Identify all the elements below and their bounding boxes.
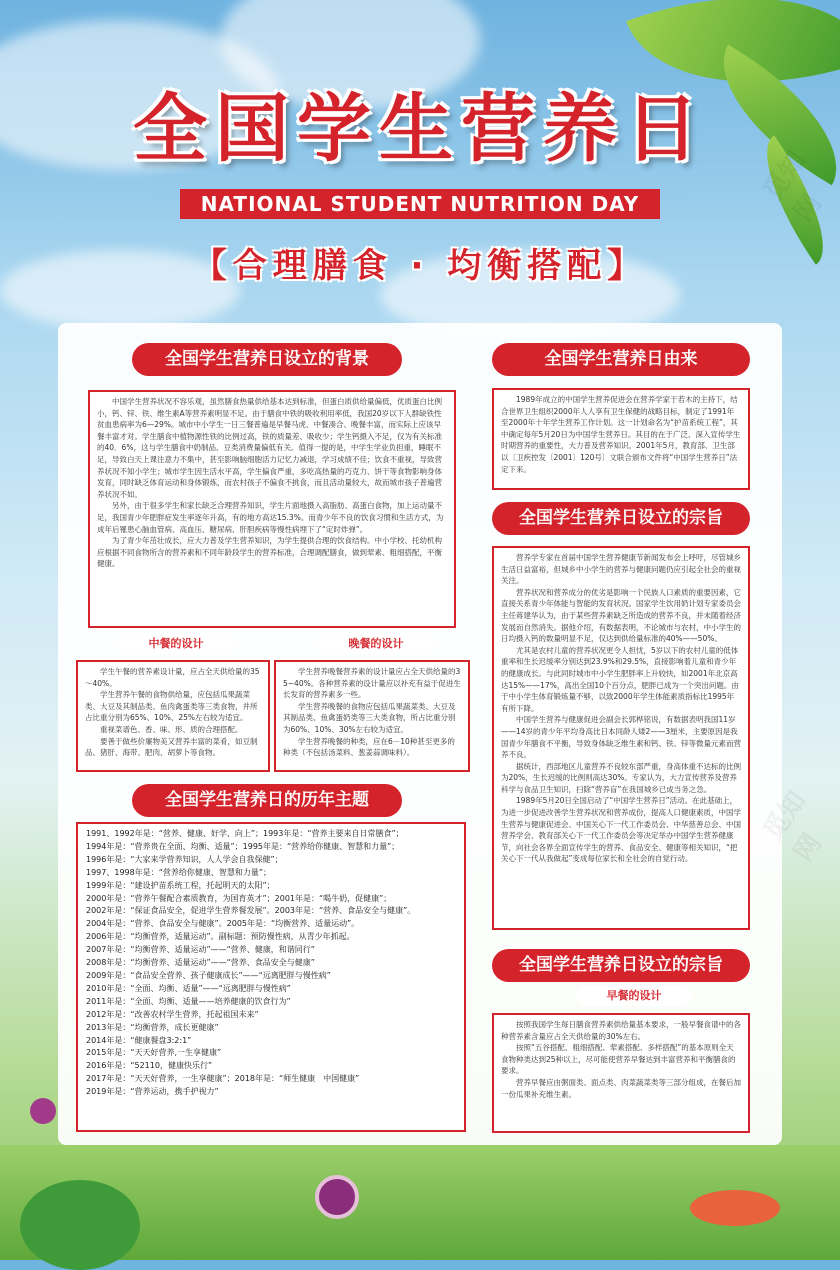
lunch-paragraph: 学生午餐的营养素设计量，应占全天供给量的35～40%。	[85, 667, 260, 688]
purpose-paragraph: 营养状况和营养成分的优劣是影响一个民族人口素质的重要因素，它直接关系青少年体能与智能的发育状况。国家学生饮用奶计划专家委员会主任蒋建华认为，由于某些营养素缺乏所造成的营养不良，并未随着经济发展而自然消失。据他介绍，有数据表明，不论城市与农村，中小学生的日均摄入钙的数量明显不足，仅达到供给量标准的40%——50%。	[501, 587, 741, 644]
background-paragraph: 另外，由于很多学生和家长缺乏合理营养知识，学生片面地摄入高脂肪、高蛋白食物，加上运动量不足，我国青少年肥胖症发生率逐年升高，有的地方高达15.3%。而青少年不良的饮食习惯和生活方式，为成年后罹患心脑血管病、高血压、糖尿病、肝胆疾病等慢性病埋下了“定时炸弹”。	[97, 501, 444, 534]
flower-decoration	[30, 1098, 56, 1124]
poster-slogan: 【合理膳食 · 均衡搭配】	[192, 246, 648, 286]
section-heading-purpose-2: 全国学生营养日设立的宗旨	[492, 949, 750, 982]
theme-row: 2012年是：“改善农村学生营养，托起祖国未来”	[86, 1009, 259, 1019]
purpose-paragraph: 据统计，西部地区儿童营养不良较东部严重，身高体重不达标的比例为20%，生长迟缓的比例则高达30%。专家认为，大力宣传营养及营养科学与食品卫生知识，扫除“营养盲”在我国城乡已成当务之急。	[501, 761, 741, 794]
theme-row: 2016年是：“52110，健康快乐行”	[86, 1061, 213, 1071]
theme-row: 1996年是：“大家来学营养知识，人人学会自我保健”；	[86, 854, 283, 864]
lunch-paragraph: 重视菜谱色、香、味、形、质的合理搭配。	[100, 724, 243, 734]
theme-row: 2000年是：“营养午餐配合素质教育，为国育英才”；2001年是：“喝牛奶，促健康”；	[86, 893, 392, 903]
breakfast-paragraph: 按照我国学生每日膳食营养素供给量基本要求，一般早餐食谱中的各种营养素含量应占全天供给量的30%左右。	[501, 1020, 741, 1041]
theme-row: 2011年是：“全面、均衡、适量——培养健康的饮食行为”	[86, 996, 291, 1006]
breakfast-paragraph: 营养早餐应由粥面类、面点类、肉菜蔬菜类等三部分组成，在餐后加一份瓜果补充维生素。	[501, 1077, 741, 1099]
theme-row: 2006年是：“均衡营养，适量运动”。副标题：预防慢性病，从青少年抓起。	[86, 932, 355, 942]
theme-row: 1991、1992年是：“营养、健康、好学、向上”；1993年是：“营养主要来自日常膳食”；	[86, 829, 404, 838]
theme-row: 2004年是：“营养、食品安全与健康”。2005年是：“均衡营养、适量运动”。	[86, 919, 360, 929]
theme-row: 1994年是：“营养贵在全面、均衡、适量”；1995年是：“营养给你健康、智慧和力量”；	[86, 841, 400, 851]
theme-row: 2010年是：“全面、均衡、适量”——“远离肥胖与慢性病”	[86, 983, 291, 993]
watermark: 觅知网	[757, 146, 828, 228]
purpose-paragraph: 中国学生营养与健康促进会副会长郭桦铭说，有数据表明我国11岁——14岁的青少年平均身高比日本同龄人矮2——3厘米，主要原因是我国青少年膳食不平衡，导致身体缺乏维生素和钙、铁、锌等微量元素而营养不良。	[501, 715, 741, 760]
background-paragraph: 中国学生营养状况不容乐观，虽然膳食热量供给基本达到标准，但蛋白质供给量偏低，优质蛋白比例小，钙、锌、铁、维生素A等营养素明显不足。由于膳食中铁的吸收利用率低，我国20岁以下人群缺铁性贫血患病率为6—29%。城市中小学生一日三餐普遍是早餐马虎、中餐凑合、晚餐丰富，而实际上应该早餐丰富才对。学生膳食中植物源性铁的比例过高，铁的质量差、吸收少；学生钙摄入不足，仅为有关标准的40．6%，这与学生膳食中奶制品、豆类消费量偏低有关。值得一提的是，中学生学业负担重，睡眠不足，导致白天上课注意力不集中，甚至影响脑细胞活力记忆力减退，学习成绩不佳；饮食不重视，导致营养状况不知小学生；城市学生因生活水平高，学生偏食严重，多吃高热量的巧克力、饼干等食物影响身体发育，同时缺乏体育运动和身体锻炼，而农村孩子不偏食不挑食，而且活动量较大，故而城市孩子普遍营养状况不如。	[97, 397, 442, 499]
flower-decoration	[315, 1175, 359, 1219]
section-heading-background: 全国学生营养日设立的背景	[132, 343, 402, 376]
origin-paragraph: 1989年成立的中国学生营养促进会在营养学家于若木的主持下，结合世界卫生组织2000年人人享有卫生保健的战略目标，制定了1991年至2000年十年学生营养工作计划。这一计划命名为“护苗系统工程”，其中确定每年5月20日为中国学生营养日。其目的在于广泛、深入宣传学生时期营养的重要性，大力普及营养知识。2001年5月，教育部、卫生部以〔卫疾控发〔2001〕120号〕文联合颁布文件将“中国学生营养日”法定下来。	[501, 395, 741, 474]
background-text-box	[88, 390, 456, 628]
poster-title: 全国学生营养日	[133, 86, 707, 172]
section-heading-origin: 全国学生营养日由来	[492, 343, 750, 376]
theme-row: 2017年是：“天天好营养，一生享健康”；2018年是：“师生健康 中国健康”	[86, 1074, 360, 1084]
origin-text-box	[492, 388, 750, 490]
purpose-paragraph: 尤其是农村儿童的营养状况更令人担忧，5岁以下的农村儿童的低体重率和生长迟缓率分别达到23.9%和29.5%，直接影响着儿童和青少年的健康成长。与此同时城市中小学生肥胖率上升较快，如2001年北京高达15%——17%，高出全国10个百分点，肥胖已成为一个突出问题。由于中小学生体育锻炼量不够，以致2000年学生体能素质指标比1995年有所下降。	[501, 645, 739, 713]
history-themes-box	[76, 822, 466, 1132]
section-heading-history: 全国学生营养日的历年主题	[132, 784, 402, 817]
watermark: 觅知网	[757, 786, 828, 868]
theme-row: 2002年是：“保证食品安全，促进学生营养餐发展”。2003年是：“营养、食品安全与健康”。	[86, 906, 416, 916]
lunch-design-label: 中餐的设计	[118, 634, 234, 654]
section-heading-purpose: 全国学生营养日设立的宗旨	[492, 502, 750, 535]
plant-decoration	[20, 1180, 140, 1270]
theme-row: 2009年是：“食品安全营养、孩子健康成长”——“远离肥胖与慢性病”	[86, 970, 331, 980]
theme-row: 2015年是：“天天好营养,一生享健康”	[86, 1048, 222, 1058]
lunch-text-box	[76, 660, 270, 772]
flower-decoration	[690, 1190, 780, 1226]
theme-row: 2007年是：“均衡营养、适量运动”——“营养、健康，和谐同行”	[86, 945, 315, 955]
dinner-text-box	[274, 660, 470, 772]
background-paragraph: 为了青少年茁壮成长，应大力普及学生营养知识，为学生提供合理的饮食结构。中小学校、托幼机构应根据不同食物所含的营养素和不同年龄段学生的营养标准，合理调配膳食，做到荤素、粗细搭配，平衡健康。	[97, 536, 442, 569]
purpose-paragraph: 1989年5月20日全国启动了“中国学生营养日”活动。在此基础上，为进一步促进改善学生营养状况和营养成份，提高人口健康素质，中国学生营养与健康促进会、中国关心下一代工作委员会、中华慈善总会、中国营养学会、教育部关心下一代工作委员会等决定举办中国学生营养健康节，向社会各界全面宣传学生的营养、食品安全、健康等相关知识，“把关心下一代从我做起”变成每位家长和全社会的自觉行动。	[501, 796, 741, 864]
lunch-paragraph: 要善于做些价廉物美又营养丰富的菜肴，如豆制品、猪肝、海带、肥肉、胡萝卜等食物。	[85, 736, 258, 758]
breakfast-text-box	[492, 1013, 750, 1133]
dinner-design-label: 晚餐的设计	[318, 634, 434, 654]
poster-subtitle: NATIONAL STUDENT NUTRITION DAY	[180, 189, 660, 219]
theme-row: 2019年是：“营养运动，携手护视力”	[86, 1087, 219, 1097]
breakfast-paragraph: 按照“五谷搭配、粗细搭配、荤素搭配、多样搭配”的基本原则全天食物种类达到25种以上，尽可能使营养早餐达到丰富营养和平衡膳食的要求。	[501, 1043, 736, 1076]
theme-row: 2013年是：“均衡营养，成长更健康”	[86, 1022, 219, 1032]
purpose-text-box	[492, 546, 750, 930]
theme-row: 1999年是：“建设护苗系统工程，托起明天的太阳”；	[86, 880, 275, 890]
dinner-paragraph: 学生营养晚餐的食物应包括瓜果蔬菜类、大豆及其制品类、鱼禽蛋奶类等三大类食物，所占比重分别为60%、10%、30%左右较为适宜。	[283, 701, 456, 734]
purpose-paragraph: 营养学专家在首届中国学生营养健康节新闻发布会上呼吁，尽管城乡生活日益富裕，但城乡中小学生的营养与健康问题仍应引起全社会的重视关注。	[501, 553, 741, 586]
dinner-paragraph: 学生营养晚餐的种类，应在6－10种甚至更多的种类（不包括汤菜料、葱姜蒜调味料）。	[283, 736, 455, 758]
dinner-paragraph: 学生营养晚餐营养素的设计量应占全天供给量的35~40%。各种营养素的设计量应以补充有益于促进生长发育的营养素多一些。	[283, 667, 461, 700]
theme-row: 1997、1998年是：“营养给你健康、智慧和力量”；	[86, 867, 272, 877]
theme-row: 2008年是：“均衡营养、适量运动”——“营养、食品安全与健康”	[86, 958, 315, 968]
lunch-paragraph: 学生营养午餐的食物供给量，应包括瓜果蔬菜类、大豆及其制品类、鱼肉禽蛋类等三类食物，并所占比重分别为65%、10%、25%左右较为适宜。	[85, 690, 258, 723]
breakfast-design-label: 早餐的设计	[576, 986, 692, 1006]
theme-row: 2014年是：“健康餐盘3:2:1”	[86, 1035, 192, 1045]
